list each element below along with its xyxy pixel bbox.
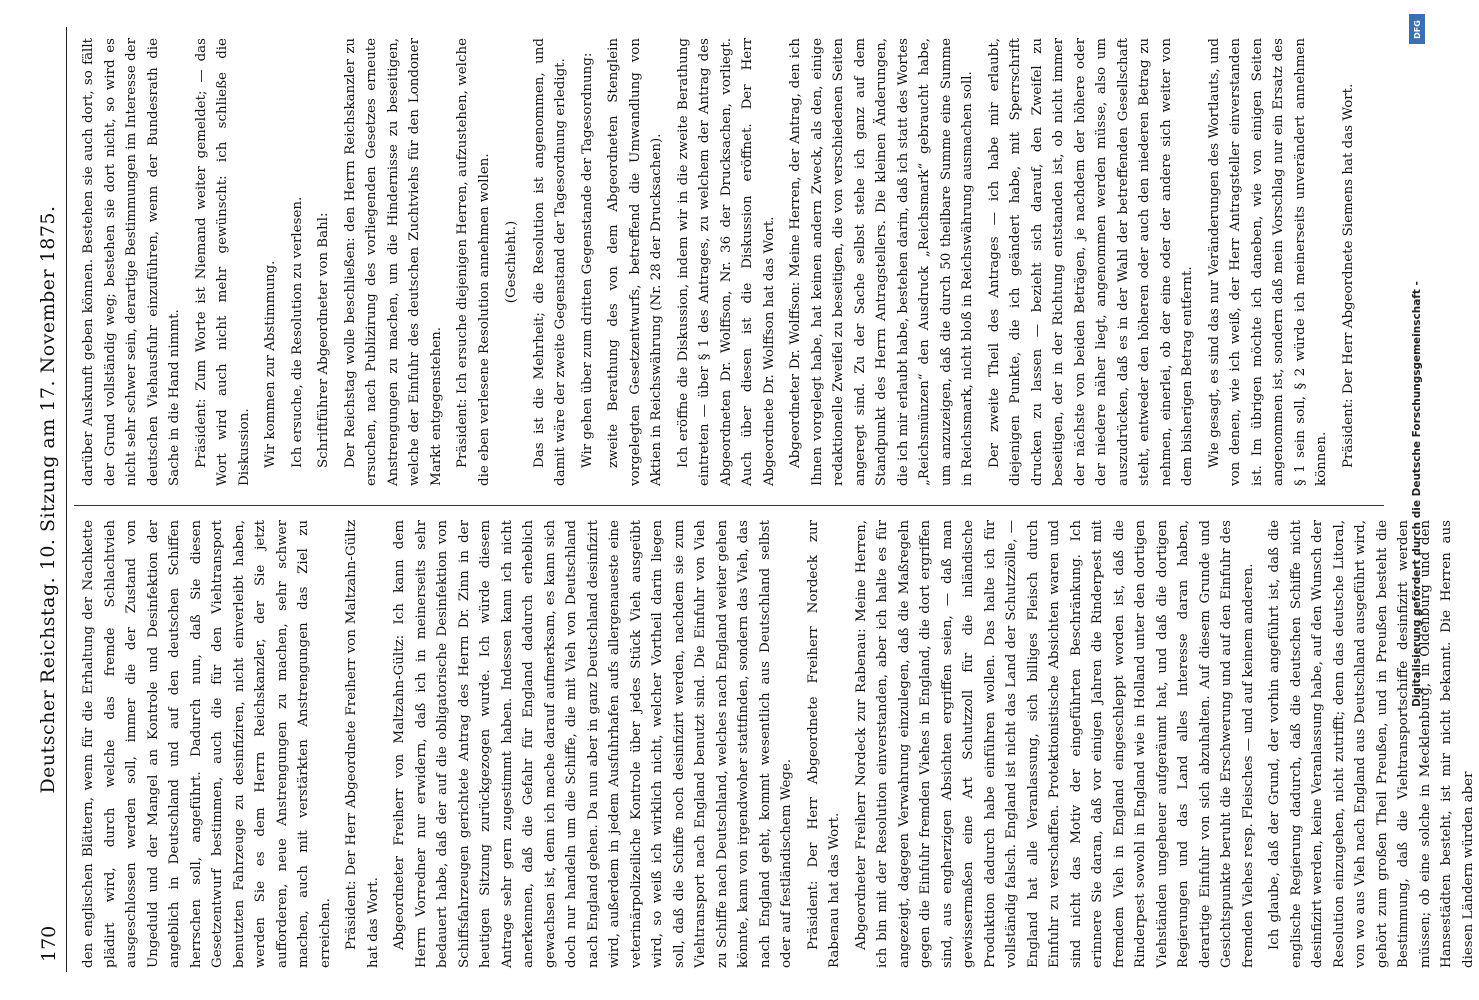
paragraph: Ich ersuche, die Resolution zu verlesen. — [289, 196, 305, 468]
paragraph: Präsident: Der Herr Abgeordnete Freiherr von Maltzahn-Gültz hat das Wort. — [344, 520, 381, 968]
paragraph: Der zweite Theil des Antrages — ich habe mir erlaubt, diejenigen Punkte, die ich geändert habe, mit Sperrschrift drucken zu lassen — bezieht sich darauf, den Zweifel zu beseitigen, der in der Richtung entstanden ist, ob nicht immer der nächste von beiden Beträgen, je nachdem der höhere oder der niedere näher liegt, angenommen werden müsse, also um auszudrücken, daß es in der Wahl der betreffenden Gesellschaft steht, entweder den höheren oder auch den niederen Betrag zu nehmen, einerlei, ob der eine oder der andere sich weiter von dem bisherigen Betrag entfernt. — [986, 38, 1195, 486]
paragraph: Präsident: Ich ersuche diejenigen Herren, aufzustehen, welche die eben verlesene Resolution annehmen wollen. — [455, 38, 492, 486]
page-header — [30, 27, 67, 972]
dfg-credit — [1406, 14, 1428, 974]
right-column — [78, 38, 1378, 486]
dfg-credit-text: Digitalisierung gefördert durch die Deutsche Forschungsgemeinschaft - — [1411, 281, 1423, 707]
page-number: 170 — [38, 925, 60, 962]
paragraph: Abgeordneter Freiherr Nordeck zur Rabenau: Meine Herren, ich bin mit der Resolution einverstanden, aber ich halte es für angezeigt, dagegen Verwahrung einzulegen, daß die Maßregeln gegen die Einfuhr fremden Viehes in England, die dort ergriffen sind, aus engherzigen Absichten ergriffen seien, — daß man gewissermaßen eine Art Schutzzoll für die inländische Produktion dadurch habe einführen wollen. Das halte ich für vollständig falsch. England ist nicht das Land der Schutzzölle, — England hat alle Veranlassung, sich billiges Fleisch durch Einfuhr zu verschaffen. Protektionistische Absichten waren und sind nicht das Motiv der eingeführten Beschränkung. Ich erinnere Sie daran, daß vor einigen Jahren die Rinderpest mit fremdem Vieh in England eingeschleppt worden ist, daß die Rinderpest sowohl in England wie in Holland unter den dortigen Viehständen ungeheuer aufgeräumt hat, und daß die dortigen Regierungen und das Land alles Interesse daran haben, derartige Einfuhr von sich abzuhalten. Auf diesem Grunde und Gesichtspunkte beruht die Erschwerung und auf den Einfuhr des fremden Viehes resp. Fleisches — und auf keinem anderen. — [853, 520, 1256, 968]
paragraph: Abgeordneter Freiherr von Maltzahn-Gültz: Ich kann dem Herrn Vorredner nur erwidern, daß ich in meinerseits sehr bedauert habe, daß der auf die obligatorische Desinfektion von Schiffsfahrzeugen gerichtete Antrag des Herrn Dr. Zinn in der heutigen Sitzung zurückgezogen wurde. Ich würde diesem Antrage sehr gern zugestimmt haben. Indessen kann ich nicht anerkennen, daß die Gefahr für England dadurch erheblich gewachsen ist, denn ich mache darauf aufmerksam, es kann sich doch nur handeln um die Schiffe, die mit Vieh von Deutschland nach England gehen. Da nun aber in ganz Deutschland desinfizirt wird, außerdem in jedem Ausfuhrhafen aufs allergenaueste eine veterinärpolizeiliche Kontrole über jedes Stück Vieh ausgeübt wird, so weiß ich wirklich nicht, welcher Vortheil darin liegen soll, daß die Schiffe noch desinfizirt werden, nachdem sie zum Viehtransport nach England benutzt sind. Die Einfuhr von Vieh zu Schiffe nach Deutschland, welches nach England weiter gehen könnte, kann von irgendwoher stattfinden, sondern das Vieh, das nach England geht, kommt wesentlich aus Deutschland selbst oder auf festländischem Wege. — [392, 520, 794, 968]
center-note: (Geschieht.) — [504, 220, 519, 304]
paragraph: Präsident: Der Herr Abgeordnete Siemens hat das Wort. — [1340, 83, 1356, 468]
paragraph: Wir gehen über zum dritten Gegenstande der Tagesordnung: — [579, 52, 595, 468]
paragraph: Das ist die Mehrheit; die Resolution ist angenommen, und damit wäre der zweite Gegenstand der Tagesordnung erledigt. — [531, 38, 568, 486]
paragraph: Wir kommen zur Abstimmung. — [263, 260, 278, 468]
paragraph: Schriftführer Abgeordneter von Bahl: — [316, 212, 331, 468]
paragraph: Der Reichstag wolle beschließen: den Herrn Reichskanzler zu ersuchen, nach Publizirung des vorliegenden Gesetzes erneute Anstrengungen zu machen, um die Hindernisse zu beseitigen, welche der Einfuhr des deutschen Zuchtviehs für den Londoner Markt entgegenstehen. — [342, 38, 444, 486]
paragraph: Präsident: Zum Worte ist Niemand weiter gemeldet; — das Wort wird auch nicht mehr gewünscht: ich schließe die Diskussion. — [193, 38, 252, 486]
paragraph: zweite Berathung des von dem Abgeordneten Stenglein vorgelegten Gesetzentwurfs, betreffend die Umwandlung von Aktien in Reichswährung (Nr. 28 der Drucksachen). — [606, 38, 664, 486]
paragraph: darüber Auskunft geben können. Bestehen sie auch dort, so fällt der Grund vollständig weg; bestehen sie dort nicht, so wird es nicht sehr schwer sein, derartige Bestimmungen im Interesse der deutschen Viehausfuhr einzuführen, wenn der Bundesrath die Sache in die Hand nimmt. — [81, 38, 182, 486]
paragraph: den englischen Blättern, wenn für die Erhaltung der Nachkette plädirt wird, durch welche das fremde Schlachtvieh ausgeschlossen werden soll, immer die der Zustand von Ungeduld und der Mangel an Kontrole und Desinfektion der angeblich in Deutschland und auf den deutschen Schiffen herrschen soll, angeführt. Dadurch nun, daß Sie diesen Gesetzentwurf bestimmen, auch die für den Viehtransport benutzten Fahrzeuge zu desinfiziren, nicht einverleibt haben, werden Sie es dem Herrn Reichskanzler, der Sie jetzt aufforderen, neue Anstrengungen zu machen, sehr schwer machen, auch mit verstärkten Anstrengungen das Ziel zu erreichen. — [81, 520, 333, 968]
column-divider — [74, 505, 1384, 506]
dfg-logo: DFG — [1409, 14, 1425, 44]
running-title: Deutscher Reichstag. 10. Sitzung am 17. November 1875. — [37, 205, 59, 794]
paragraph: Abgeordneter Dr. Wolffson: Meine Herren, der Antrag, den ich Ihnen vorgelegt habe, hat keinen andern Zweck, als den, einige redaktionelle Zweifel zu beseitigen, die von verschiedenen Seiten angeregt sind. Zu der Sache selbst stehe ich ganz auf dem Standpunkt des Herrn Antragstellers. Die kleinen Änderungen, die ich mir erlaubt habe, bestehen darin, daß ich statt des Wortes „Reichsmünzen“ den Ausdruck „Reichsmark“ gebraucht habe, um anzuzeigen, daß die durch 50 theilbare Summe eine Summe in Reichsmark, nicht bloß in Reichswährung ausmachen soll. — [788, 38, 975, 486]
left-column — [78, 520, 1476, 968]
paragraph: Wie gesagt, es sind das nur Veränderungen des Wortlauts, und von denen, wie ich weiß, der Herr Antragsteller einverstanden ist. Im übrigen möchte ich daneben, wie von einigen Seiten angenommen ist, sondern daß mein Vorschlag nur ein Ersatz des § 1 sein soll, § 2 würde ich meinerseits unverändert annehmen können. — [1206, 38, 1329, 486]
paragraph: Präsident: Der Herr Abgeordnete Freiherr Nordeck zur Rabenau hat das Wort. — [805, 520, 842, 968]
paragraph: Ich eröffne die Diskussion, indem wir in die zweite Berathung eintreten — über § 1 des Antrages, zu welchem der Antrag des Abgeordneten Dr. Wolffson, Nr. 36 der Drucksachen, vorliegt. Auch über diesen ist die Diskussion eröffnet. Der Herr Abgeordnete Dr. Wolffson hat das Wort. — [675, 38, 777, 486]
paragraph: Ich glaube, daß der Grund, der vorhin angeführt ist, daß die englische Regierung dadurch, daß die deutschen Schiffe nicht desinfizirt werden, keine Veranlassung habe, auf den Wunsch der Resolution einzugehen, nicht zutrifft; denn das deutsche Litoral, von wo aus Vieh nach England aus Deutschland ausgeführt wird, gehört zum großen Theil Preußen, und in Preußen besteht die Bestimmung, daß die Viehtransportschiffe desinfizirt werden müssen; ob eine solche in Mecklenburg, in Oldenburg und den Hansestädten besteht, ist mir nicht bekannt. Die Herren aus diesen Ländern würden aber — [1267, 520, 1476, 968]
